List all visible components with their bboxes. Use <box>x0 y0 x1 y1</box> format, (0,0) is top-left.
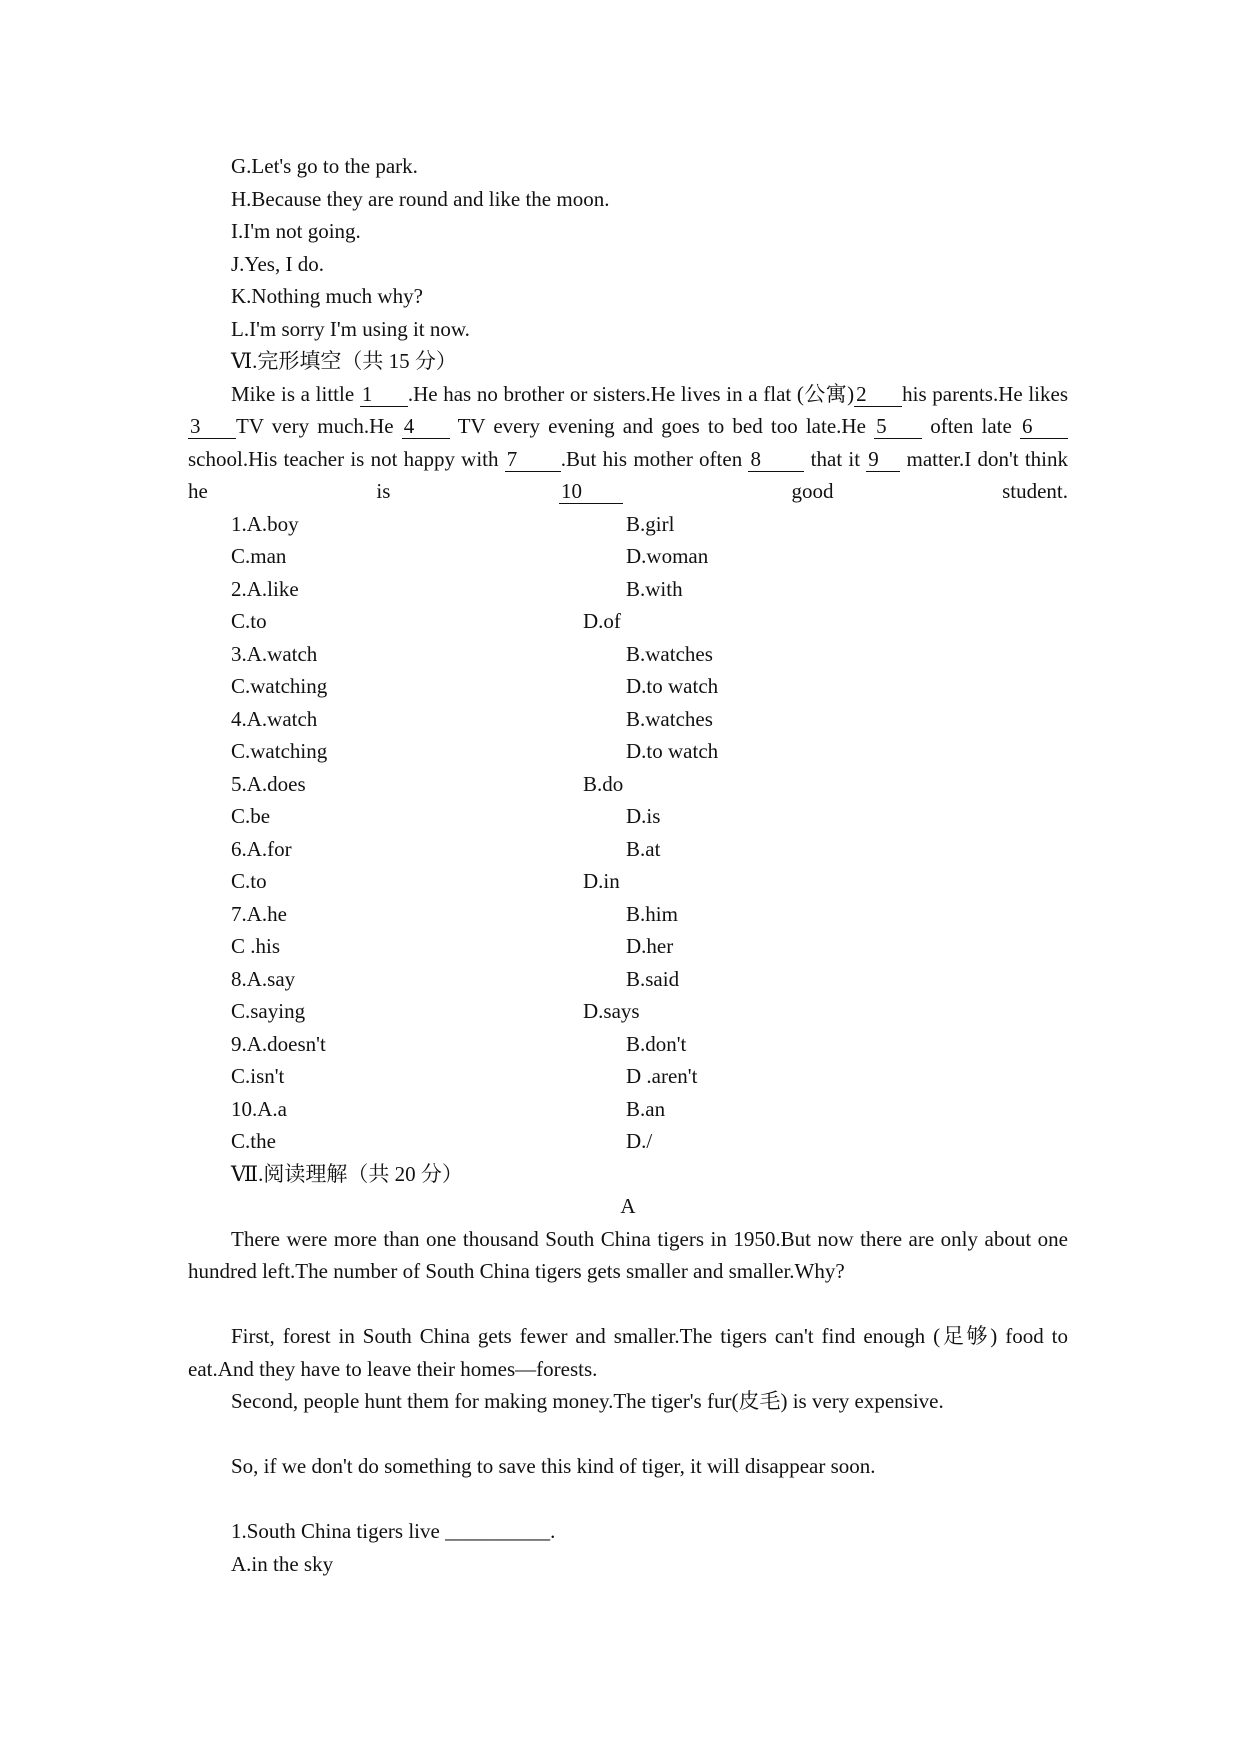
choice-option: 9.A.doesn't <box>231 1031 326 1056</box>
choice-option: C.be <box>231 804 271 828</box>
choice-row <box>188 930 1068 963</box>
choice-option: 8.A.say <box>231 966 296 991</box>
cloze-text: TV very much.He <box>236 414 402 438</box>
cloze-blank-7: 7 <box>505 447 561 472</box>
choice-row <box>188 865 1068 898</box>
choice-row <box>188 768 1068 801</box>
cloze-text: matter.I don't think he is <box>188 446 1069 503</box>
cloze-blank-3: 3 <box>188 414 236 439</box>
choice-option: D.in <box>583 869 620 893</box>
choice-option: C.to <box>231 869 267 893</box>
choice-option: B.at <box>626 836 661 861</box>
choice-option: 1.A.boy <box>231 511 299 536</box>
option-l: L.I'm sorry I'm using it now. <box>231 316 470 341</box>
choice-row <box>188 703 1068 736</box>
choice-option: C.watching <box>231 674 328 698</box>
choice-option: D./ <box>626 1129 653 1153</box>
paragraph-text: First, forest in South China gets fewer and smaller.The tigers can't find enough (足够) food to eat.And they have to leave their homes—forests. <box>188 1324 1068 1381</box>
choice-option: D.is <box>626 804 661 828</box>
paragraph-gap <box>188 1418 1068 1451</box>
choice-row <box>188 670 1068 703</box>
choice-option: D.to watch <box>626 674 719 698</box>
option-j: J.Yes, I do. <box>231 251 324 276</box>
option-h: H.Because they are round and like the moon. <box>231 186 610 211</box>
section-6-title: Ⅵ.完形填空（共 15 分） <box>231 349 457 373</box>
cloze-blank-10: 10 <box>559 479 623 504</box>
choice-row <box>188 735 1068 768</box>
choice-option: D.to watch <box>626 739 719 763</box>
cloze-text: his parents.He likes <box>902 381 1069 406</box>
paragraph-text: There were more than one thousand South China tigers in 1950.But now there are only about one hundred left.The number of South China tigers gets smaller and smaller.Why? <box>188 1226 1068 1283</box>
choice-row <box>188 963 1068 996</box>
section-7-title: Ⅶ.阅读理解（共 20 分） <box>231 1161 463 1186</box>
choice-row <box>188 1028 1068 1061</box>
cloze-blank-2: 2 <box>854 382 902 407</box>
cloze-text: that it <box>804 446 867 471</box>
choice-option: C .his <box>231 934 281 958</box>
cloze-text: TV every evening and goes to bed too late.He <box>449 414 875 438</box>
choice-option: B.don't <box>626 1031 687 1056</box>
choice-option: B.an <box>626 1096 666 1121</box>
choice-row <box>188 800 1068 833</box>
cloze-choices <box>188 508 1068 1158</box>
cloze-text: school.His teacher is not happy with <box>188 446 505 471</box>
choice-option: B.with <box>626 576 683 601</box>
cloze-text: good student. <box>622 479 1068 503</box>
choice-option: B.watches <box>626 706 713 731</box>
choice-option: 4.A.watch <box>231 706 318 731</box>
paragraph-gap <box>188 1483 1068 1516</box>
choice-row <box>188 1093 1068 1126</box>
choice-option: C.saying <box>231 999 306 1023</box>
choice-option: 7.A.he <box>231 901 287 926</box>
option-k: K.Nothing much why? <box>231 284 423 308</box>
choice-option: B.said <box>626 966 680 991</box>
option-g: G.Let's go to the park. <box>231 154 418 178</box>
choice-option: B.do <box>583 771 624 796</box>
choice-option: D .aren't <box>626 1064 698 1088</box>
cloze-blank-5: 5 <box>874 414 922 439</box>
cloze-text: .But his mother often <box>560 446 749 471</box>
cloze-text: often late <box>922 414 1020 438</box>
choice-row <box>188 540 1068 573</box>
choice-option: 3.A.watch <box>231 641 318 666</box>
choice-option: C.the <box>231 1129 276 1153</box>
choice-row <box>188 833 1068 866</box>
choice-option: D.says <box>583 999 640 1023</box>
choice-option: C.to <box>231 609 267 633</box>
passage-paragraph-2 <box>188 1320 1068 1385</box>
choice-option: 5.A.does <box>231 771 306 796</box>
choice-option: B.girl <box>626 511 675 536</box>
choice-option: 6.A.for <box>231 836 292 861</box>
choice-option: B.watches <box>626 641 713 666</box>
question-1-stem: 1.South China tigers live __________. <box>231 1519 556 1543</box>
paragraph-gap <box>188 1288 1068 1321</box>
cloze-blank-1: 1 <box>360 382 408 407</box>
cloze-blank-6: 6 <box>1020 414 1068 439</box>
choice-option: D.woman <box>626 544 709 568</box>
page-content <box>188 150 1068 1580</box>
choice-option: D.her <box>626 934 674 958</box>
choice-row <box>188 1060 1068 1093</box>
choice-row <box>188 1125 1068 1158</box>
choice-row <box>188 898 1068 931</box>
choice-option: B.him <box>626 901 678 926</box>
choice-row <box>188 573 1068 606</box>
choice-option: C.watching <box>231 739 328 763</box>
choice-option: D.of <box>583 609 621 633</box>
passage-paragraph-3: Second, people hunt them for making money.The tiger's fur(皮毛) is very expensive. <box>231 1389 944 1413</box>
cloze-blank-8: 8 <box>748 447 804 472</box>
cloze-text: Mike is a little <box>231 381 360 406</box>
passage-paragraph-1 <box>188 1223 1068 1288</box>
cloze-blank-4: 4 <box>402 414 450 439</box>
choice-row <box>188 508 1068 541</box>
question-1-option-a: A.in the sky <box>231 1551 334 1576</box>
choice-option: C.isn't <box>231 1064 285 1088</box>
choice-row <box>188 638 1068 671</box>
choice-option: 2.A.like <box>231 576 299 601</box>
choice-option: C.man <box>231 544 287 568</box>
cloze-passage <box>188 378 1068 508</box>
cloze-blank-9: 9 <box>866 447 900 472</box>
cloze-text: .He has no brother or sisters.He lives in a flat (公寓) <box>407 381 855 406</box>
passage-label: A <box>620 1194 636 1218</box>
choice-row <box>188 995 1068 1028</box>
option-i: I.I'm not going. <box>231 219 361 243</box>
choice-row <box>188 605 1068 638</box>
passage-paragraph-4: So, if we don't do something to save this kind of tiger, it will disappear soon. <box>231 1454 876 1478</box>
choice-option: 10.A.a <box>231 1096 287 1121</box>
